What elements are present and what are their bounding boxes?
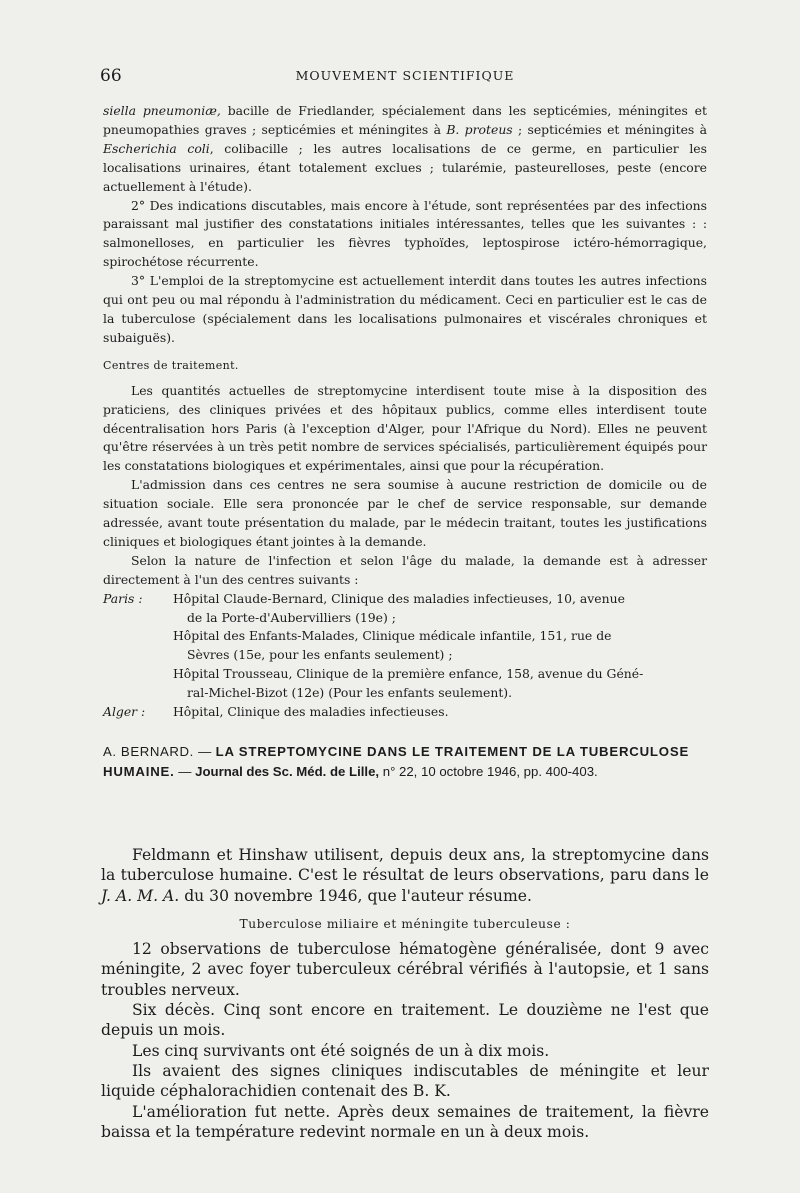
text-run: , colibacille ; les autres localisations de ce germe, en particulier les localisations urinaires, étant totalement exclues ; tularémie, pasteurelloses, peste (encore actuellement à l'étude). — [103, 140, 707, 194]
bibliographic-reference — [103, 742, 707, 782]
hospital-trousseau: Hôpital Trousseau, Clinique de la première enfance, 158, avenue du Géné- — [173, 666, 644, 682]
paris-hospital-list — [173, 590, 707, 703]
city-label-paris: Paris : — [103, 590, 143, 606]
reference-dash: — — [174, 764, 196, 779]
paris-centres — [103, 590, 707, 703]
hospital-alger: Hôpital, Clinique des maladies infectieuses. — [173, 704, 449, 720]
article-summary — [101, 845, 709, 1142]
text-run: du 30 novembre 1946, que l'auteur résume. — [179, 886, 532, 905]
text-run: Feldmann et Hinshaw utilisent, depuis deux ans, la streptomycine dans la tuberculose humaine. C'est le résultat de leurs observations, paru dans le — [101, 846, 709, 885]
reference-details: n° 22, 10 octobre 1946, pp. 400-403. — [379, 764, 598, 779]
reference-title: LA STREPTOMYCINE DANS LE TRAITEMENT DE LA TUBERCULOSE HUMAINE. — [103, 744, 690, 779]
paragraph-discutables: 2° Des indications discutables, mais encore à l'étude, sont représentées par des infections paraissant mal justifier des constatations initiales intéressantes, telles que les suivantes : : salmonelloses, en particulier les fièvres typhoïdes, leptospirose ictéro-hémorragique, spirochétose récurrente. — [103, 197, 707, 270]
italic-term: siella pneumoniæ, — [103, 103, 221, 118]
page-number: 66 — [100, 66, 122, 86]
alger-centres — [103, 703, 707, 722]
paragraph-survivants: Les cinq survivants ont été soignés de un à dix mois. — [132, 1041, 550, 1060]
page-header — [100, 66, 710, 88]
paragraph-amelioration: L'amélioration fut nette. Après deux semaines de traitement, la fièvre baissa et la température redevint normale en un à deux mois. — [101, 1102, 709, 1141]
hospital-claude-bernard: Hôpital Claude-Bernard, Clinique des maladies infectieuses, 10, avenue — [173, 590, 625, 606]
paragraph-interdit: 3° L'emploi de la streptomycine est actuellement interdit dans toutes les autres infections qui ont peu ou mal répondu à l'administration du médicament. Ceci en particulier est le cas de la tuberculose (spécialement dans les localisations pulmonaires et viscérales chroniques et subaiguës). — [103, 273, 707, 345]
paragraph-observations: 12 observations de tuberculose hématogène généralisée, dont 9 avec méningite, 2 avec foyer tuberculeux cérébral vérifiés à l'autopsie, et 1 sans troubles nerveux. — [101, 940, 709, 999]
indications-section — [103, 102, 707, 722]
paragraph-selon: Selon la nature de l'infection et selon l'âge du malade, la demande est à adresser directement à l'un des centres suivants : — [103, 552, 707, 587]
text-run: bacille de Friedlander, spécialement dans les septicémies, méningites et pneumopathies graves ; septicémies et méningites à — [103, 103, 707, 137]
subheading-miliaire: Tuberculose miliaire et méningite tuberculeuse : — [239, 916, 571, 931]
paragraph-deces: Six décès. Cinq sont encore en traitement. Le douzième ne l'est que depuis un mois. — [101, 1001, 709, 1040]
paragraph-quantites: Les quantités actuelles de streptomycine interdisent toute mise à la disposition des praticiens, des cliniques privées et des hôpitaux publics, comme elles interdisent toute décentralisation hors Paris (à l'exception d'Alger, pour l'Afrique du Nord). Elles ne peuvent qu'être réservées à un très petit nombre de services spécialisés, particulièrement équipés pour les constatations biologiques et expérimentales, ainsi que pour la récupération. — [103, 382, 707, 474]
paragraph-continuation — [103, 102, 707, 197]
hospital-trousseau-cont: ral-Michel-Bizot (12e) (Pour les enfants seulement). — [187, 685, 513, 701]
paragraph-signes: Ils avaient des signes cliniques indiscutables de méningite et leur liquide céphalorachidien contenait des B. K. — [101, 1061, 709, 1101]
section-heading-centres: Centres de traitement. — [103, 358, 239, 372]
italic-term: Escherichia coli — [103, 140, 210, 156]
reference-journal: Journal des Sc. Méd. de Lille, — [195, 764, 380, 779]
text-run: ; septicémies et méningites à — [512, 121, 707, 137]
paragraph-admission: L'admission dans ces centres ne sera soumise à aucune restriction de domicile ou de situation sociale. Elle sera prononcée par le chef de service responsable, sur demande adressée, avant toute présentation du malade, par le médecin traitant, toutes les justifications cliniques et biologiques étant jointes à la demande. — [103, 477, 707, 549]
paragraph-feldmann — [101, 845, 709, 906]
reference-author: A. BERNARD. — — [103, 744, 212, 759]
italic-journal: J. A. M. A. — [101, 886, 180, 905]
running-head: MOUVEMENT SCIENTIFIQUE — [295, 68, 515, 83]
alger-hospital-list — [173, 703, 707, 722]
italic-term: B. proteus — [446, 121, 513, 137]
hospital-claude-bernard-cont: de la Porte-d'Aubervilliers (19e) ; — [187, 609, 396, 625]
hospital-enfants-malades-cont: Sèvres (15e, pour les enfants seulement) ; — [187, 647, 453, 663]
hospital-enfants-malades: Hôpital des Enfants-Malades, Clinique médicale infantile, 151, rue de — [173, 628, 612, 644]
city-label-alger: Alger : — [103, 704, 146, 720]
